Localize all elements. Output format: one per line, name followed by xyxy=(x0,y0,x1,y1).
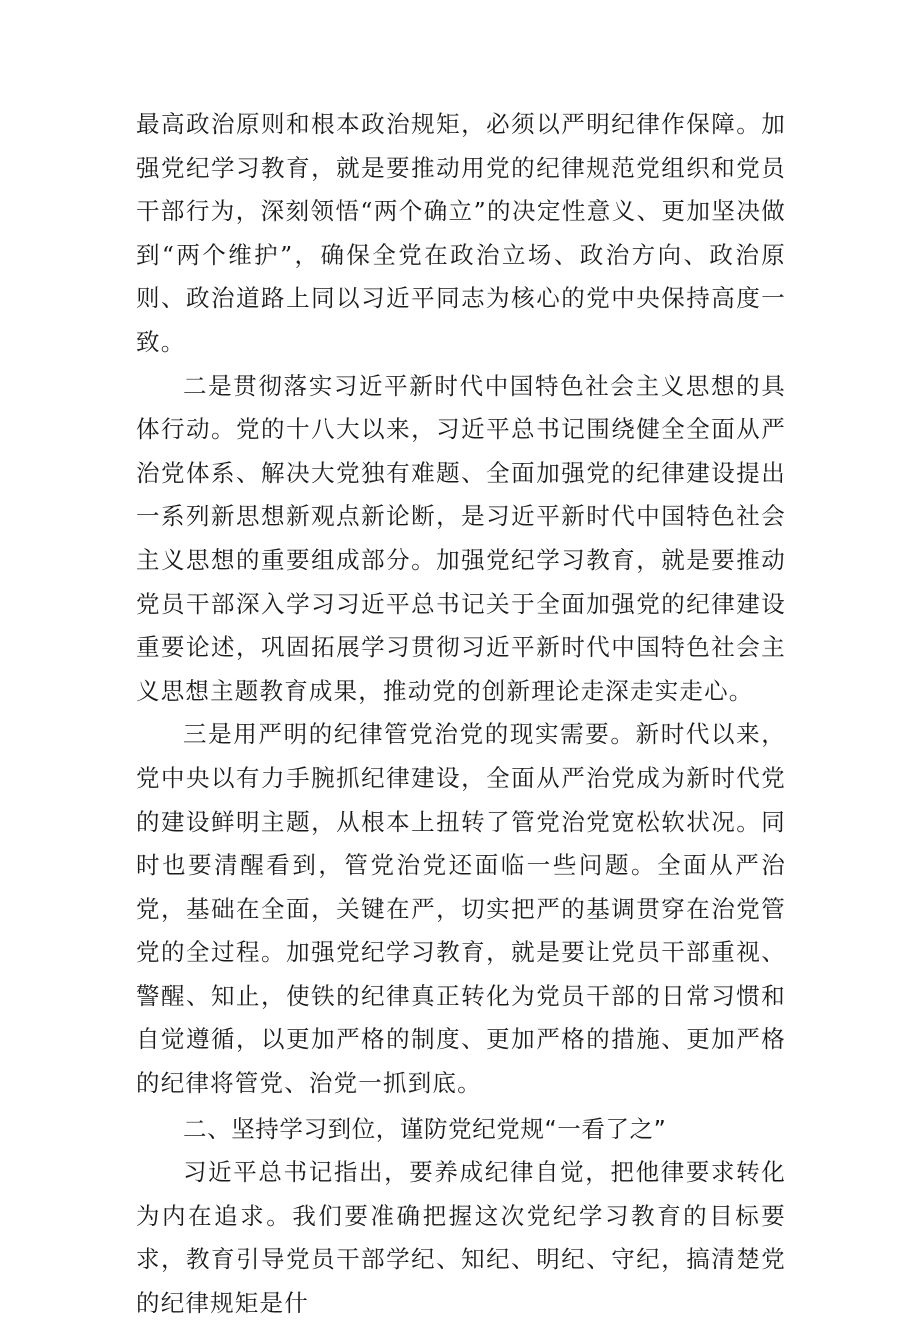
paragraph-section-intro: 习近平总书记指出，要养成纪律自觉，把他律要求转化为内在追求。我们要准确把握这次党纪学习教育的目标要求，教育引导党员干部学纪、知纪、明纪、守纪，搞清楚党的纪律规矩是什 xyxy=(136,1158,786,1318)
paragraph-point-two: 二是贯彻落实习近平新时代中国特色社会主义思想的具体行动。党的十八大以来，习近平总书记围绕健全全面从严治党体系、解决大党独有难题、全面加强党的纪律建设提出一系列新思想新观点新论断，是习近平新时代中国特色社会主义思想的重要组成部分。加强党纪学习教育，就是要推动党员干部深入学习习近平总书记关于全面加强党的纪律建设重要论述，巩固拓展学习贯彻习近平新时代中国特色社会主义思想主题教育成果，推动党的创新理论走深走实走心。 xyxy=(136,371,786,705)
document-page xyxy=(136,103,786,1326)
section-heading: 二、坚持学习到位，谨防党纪党规“一看了之” xyxy=(183,1114,667,1143)
paragraph-point-three: 三是用严明的纪律管党治党的现实需要。新时代以来，党中央以有力手腕抓纪律建设，全面从严治党成为新时代党的建设鲜明主题，从根本上扭转了管党治党宽松软状况。同时也要清醒看到，管党治党还面临一些问题。全面从严治党，基础在全面，关键在严，切实把严的基调贯穿在治党管党的全过程。加强党纪学习教育，就是要让党员干部重视、警醒、知止，使铁的纪律真正转化为党员干部的日常习惯和自觉遵循，以更加严格的制度、更加严格的措施、更加严格的纪律将管党、治党一抓到底。 xyxy=(136,720,786,1098)
paragraph-continued: 最高政治原则和根本政治规矩，必须以严明纪律作保障。加强党纪学习教育，就是要推动用党的纪律规范党组织和党员干部行为，深刻领悟“两个确立”的决定性意义、更加坚决做到“两个维护”，确保全党在政治立场、政治方向、政治原则、政治道路上同以习近平同志为核心的党中央保持高度一致。 xyxy=(136,110,786,356)
